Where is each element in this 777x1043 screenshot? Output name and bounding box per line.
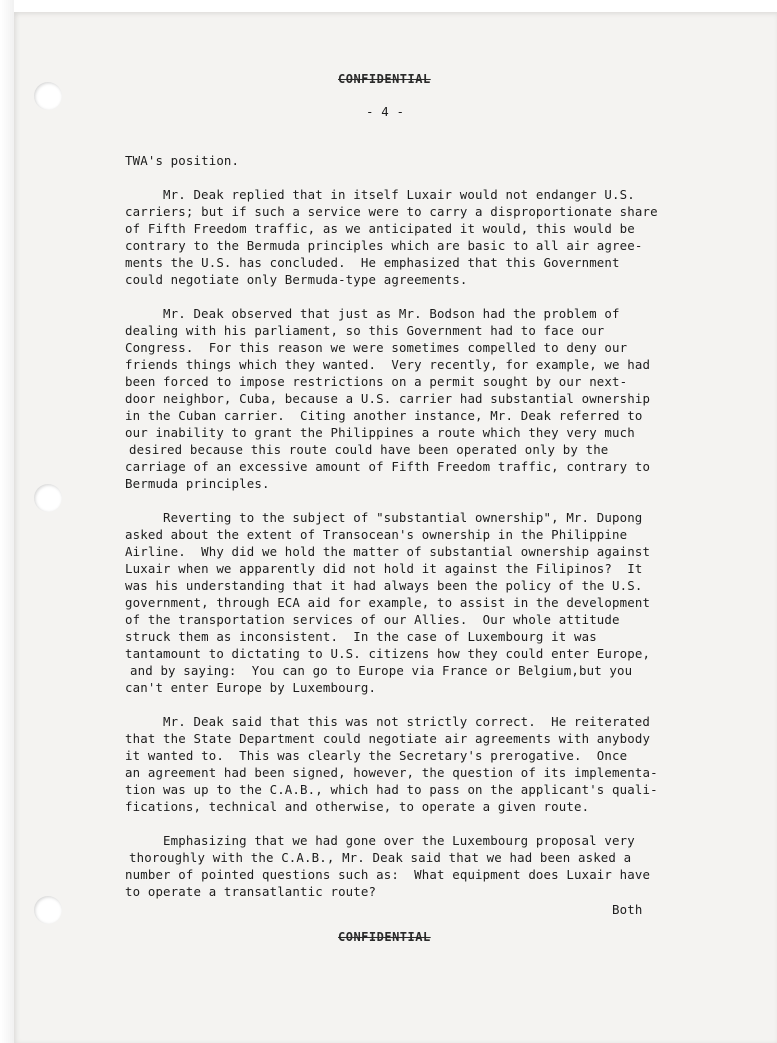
body-line: Luxair when we apparently did not hold it against the Filipinos? It [125,561,643,576]
body-line: and by saying: You can go to Europe via France or Belgium,but you [130,663,633,678]
body-line: number of pointed questions such as: What equipment does Luxair have [125,867,651,882]
body-line: ments the U.S. has concluded. He emphasized that this Government [125,255,620,270]
scan-edge [0,0,14,1043]
body-line: that the State Department could negotiate air agreements with anybody [125,731,651,746]
body-line: tantamount to dictating to U.S. citizens how they could enter Europe, [125,646,651,661]
body-line: Mr. Deak observed that just as Mr. Bodson had the problem of [163,306,620,321]
body-line: Airline. Why did we hold the matter of substantial ownership against [125,544,651,559]
body-line: TWA's position. [125,153,240,168]
punch-hole-top [34,82,62,110]
body-line: to operate a transatlantic route? [125,884,377,899]
body-line: an agreement had been signed, however, the question of its implementa- [125,765,658,780]
body-line: Reverting to the subject of "substantial ownership", Mr. Dupong [163,510,643,525]
body-line: was his understanding that it had always been the policy of the U.S. [125,578,643,593]
body-line: it wanted to. This was clearly the Secretary's prerogative. Once [125,748,628,763]
punch-hole-middle [34,484,62,512]
body-line: tion was up to the C.A.B., which had to pass on the applicant's quali- [125,782,658,797]
body-line: can't enter Europe by Luxembourg. [125,680,377,695]
continuation-word: Both [612,902,643,917]
body-line: Mr. Deak said that this was not strictly correct. He reiterated [163,714,651,729]
body-line: Mr. Deak replied that in itself Luxair would not endanger U.S. [163,187,635,202]
body-line: carriers; but if such a service were to carry a disproportionate share [125,204,658,219]
body-line: desired because this route could have been operated only by the [129,442,609,457]
body-line: Bermuda principles. [125,476,270,491]
body-line: in the Cuban carrier. Citing another instance, Mr. Deak referred to [125,408,643,423]
body-line: dealing with his parliament, so this Government had to face our [125,323,605,338]
body-line: thoroughly with the C.A.B., Mr. Deak said that we had been asked a [129,850,632,865]
body-line: contrary to the Bermuda principles which are basic to all air agree- [125,238,643,253]
body-line: fications, technical and otherwise, to operate a given route. [125,799,590,814]
body-line: Emphasizing that we had gone over the Luxembourg proposal very [163,833,635,848]
body-line: door neighbor, Cuba, because a U.S. carrier had substantial ownership [125,391,651,406]
classification-header: CONFIDENTIAL [338,72,431,86]
body-line: government, through ECA aid for example, to assist in the development [125,595,651,610]
body-line: struck them as inconsistent. In the case of Luxembourg it was [125,629,597,644]
body-line: asked about the extent of Transocean's ownership in the Philippine [125,527,628,542]
punch-hole-bottom [34,896,62,924]
body-line: friends things which they wanted. Very recently, for example, we had [125,357,651,372]
body-line: carriage of an excessive amount of Fifth Freedom traffic, contrary to [125,459,651,474]
body-line: of the transportation services of our Allies. Our whole attitude [125,612,620,627]
body-line: could negotiate only Bermuda-type agreements. [125,272,468,287]
body-line: our inability to grant the Philippines a route which they very much [125,425,635,440]
body-line: of Fifth Freedom traffic, as we anticipated it would, this would be [125,221,635,236]
body-line: Congress. For this reason we were sometimes compelled to deny our [125,340,628,355]
classification-footer: CONFIDENTIAL [338,930,431,944]
page-number: - 4 - [366,104,405,119]
body-line: been forced to impose restrictions on a permit sought by our next- [125,374,628,389]
